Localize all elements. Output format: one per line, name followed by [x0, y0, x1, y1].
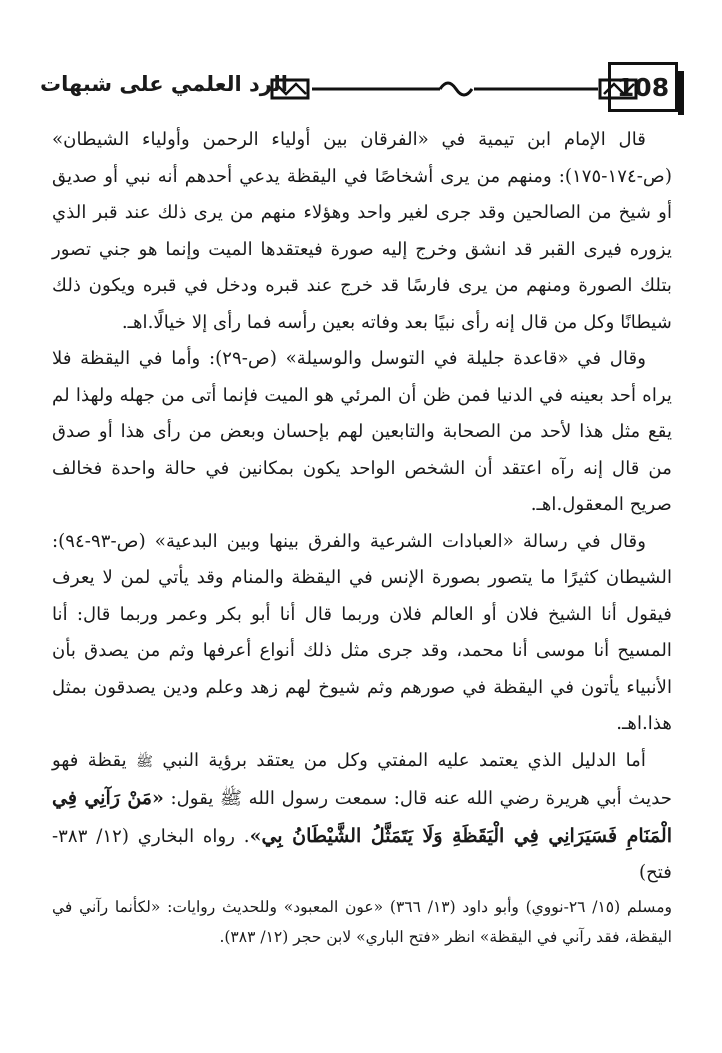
paragraph-hadith-evidence: [52, 743, 672, 892]
page-body: [52, 122, 672, 952]
header-ornament: [268, 76, 640, 102]
running-title: الرد العلمي على شبهات: [40, 72, 288, 96]
page-header: [40, 62, 690, 112]
hadith-lead: أما الدليل الذي يعتمد عليه المفتي وكل من يعتقد برؤية النبي: [162, 749, 646, 771]
hadith-text: «مَنْ رَآنِي فِي الْمَنَامِ فَسَيَرَانِي فِي الْيَقَظَةِ وَلَا يَتَمَثَّلُ الشَّيْطَانُ بِي»: [52, 787, 672, 847]
salawat-glyph: ﷺ: [136, 753, 153, 770]
hadith-mid: يقظة فهو حديث أبي هريرة رضي الله عنه قال: سمعت رسول الله ﷺ يقول:: [52, 749, 672, 809]
hadith-source: . رواه البخاري (١٢/ ٣٨٣-فتح): [52, 825, 672, 883]
paragraph-sources: ومسلم (١٥/ ٢٦-نووي) وأبو داود (١٣/ ٣٦٦) «عون المعبود» وللحديث روايات: «لكأنما رآني في اليقظة، فقد رآني في اليقظة» انظر «فتح الباري» لابن حجر (١٢/ ٣٨٣).: [52, 897, 673, 946]
paragraph-tawassul: وقال في «قاعدة جليلة في التوسل والوسيلة» (ص-٢٩): وأما في اليقظة فلا يراه أحد بعينه في الدنيا فمن ظن أن المرئي هو الميت فإنما أتى من جهله ولهذا لم يقع مثل هذا لأحد من الصحابة والتابعين لهم بإحسان وبعض من رأى هذا أو صدق من قال إنه رآه اعتقد أن الشخص الواحد يكون بمكانين في حالة واحدة فخالف صريح المعقول.اهـ.: [52, 348, 672, 515]
paragraph-ibadat: وقال في رسالة «العبادات الشرعية والفرق بينها وبين البدعية» (ص-٩٣-٩٤): الشيطان كثيرًا ما يتصور بصورة الإنس في اليقظة والمنام وقد يأتي لمن لا يعرف فيقول أنا الشيخ فلان أو العالم فلان وربما قال أنا أبو بكر وعمر وربما قال: أنا المسيح أنا موسى أنا محمد، وقد جرى مثل ذلك أنواع أعرفها وثم من يصدق بأن الأنبياء يأتون في اليقظة في صورهم وثم شيوخ لهم زهد وعلم ودين يصدقون بمثل هذا.اهـ.: [52, 530, 672, 734]
page-number: 108: [608, 62, 678, 112]
paragraph-ibn-taymiyyah-furqan: قال الإمام ابن تيمية في «الفرقان بين أولياء الرحمن وأولياء الشيطان» (ص-١٧٤-١٧٥): ومنهم من يرى أشخاصًا في اليقظة يدعي أحدهم أنه نبي أو صديق أو شيخ من الصالحين وقد جرى لغير واحد وهؤلاء منهم من يرى ذلك عند قبر الذي يزوره فيرى القبر قد انشق وخرج إليه صورة فيعتقدها الميت وإنما هو جني تصور بتلك الصورة ومنهم من يرى فارسًا قد خرج عند قبره ودخل في قبره ويكون ذلك شيطانًا وكل من قال إنه رأى نبيًا بعد وفاته بعين رأسه فما رأى إلا خيالًا.اهـ.: [52, 129, 672, 333]
